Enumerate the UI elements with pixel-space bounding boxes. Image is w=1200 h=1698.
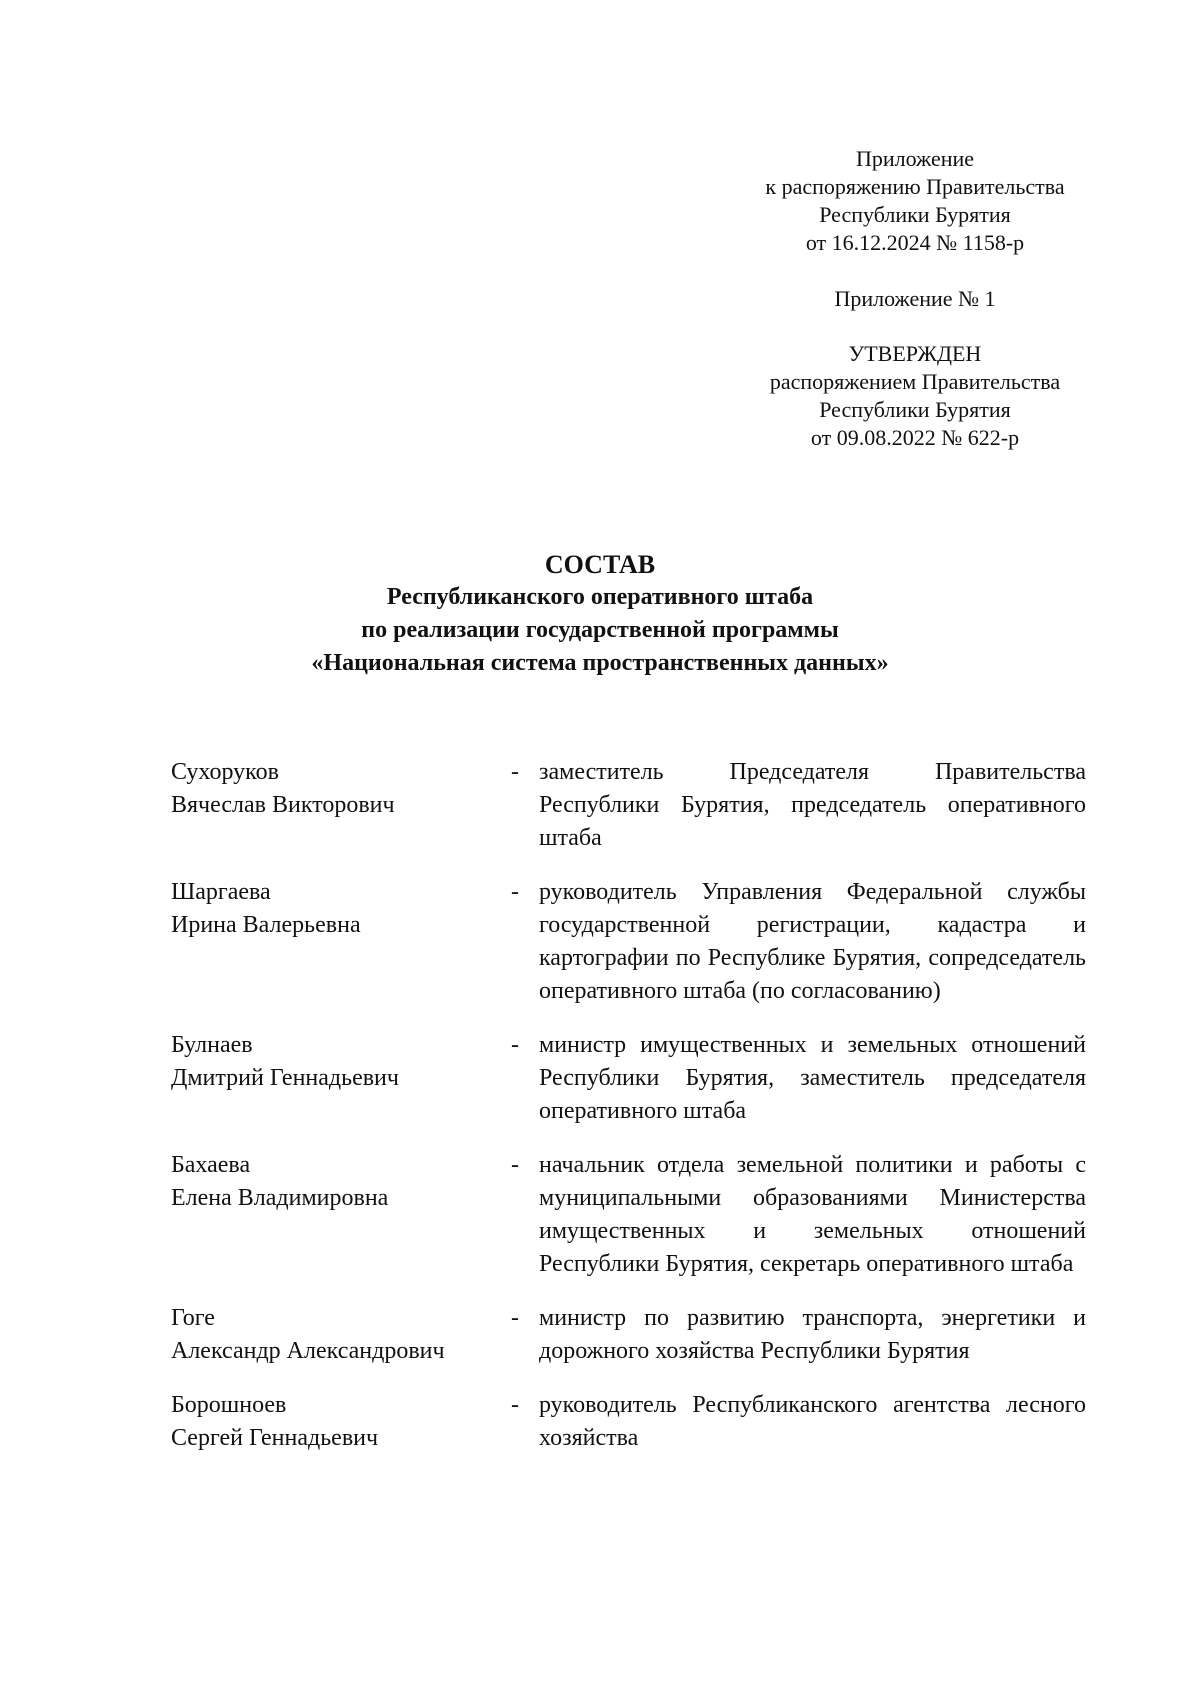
member-given-names: Ирина Валерьевна (171, 912, 361, 938)
appendix-line: Республики Бурятия (819, 202, 1011, 227)
title-line: «Национальная система пространственных данных» (311, 650, 889, 676)
member-name (171, 876, 511, 1008)
member-surname: Борошноев (171, 1392, 287, 1418)
member-given-names: Александр Александрович (171, 1338, 445, 1364)
member-role: заместитель Председателя Правительства Республики Бурятия, председатель оперативного штаба (539, 759, 1086, 851)
approved-header (730, 340, 1100, 452)
member-row (171, 1029, 1086, 1128)
member-dash: - (511, 1392, 519, 1418)
member-name (171, 1149, 511, 1281)
member-dash: - (511, 1305, 519, 1331)
appendix-header (730, 145, 1100, 257)
member-dash: - (511, 759, 519, 785)
document-title (150, 548, 1050, 680)
title-line: по реализации государственной программы (361, 617, 839, 643)
member-surname: Бахаева (171, 1152, 251, 1178)
title-line: Республиканского оперативного штаба (386, 584, 814, 610)
appendix-line: от 16.12.2024 № 1158-р (805, 230, 1025, 255)
member-given-names: Вячеслав Викторович (171, 792, 395, 818)
members-list (171, 756, 1086, 1476)
title-line: СОСТАВ (544, 550, 656, 579)
member-name (171, 756, 511, 855)
member-name (171, 1389, 511, 1455)
appendix-number-text: Приложение № 1 (834, 286, 996, 311)
member-row (171, 1389, 1086, 1455)
member-given-names: Дмитрий Геннадьевич (171, 1065, 399, 1091)
member-row (171, 1302, 1086, 1368)
member-role: начальник отдела земельной политики и работы с муниципальными образованиями Министерства имущественных и земельных отношений Республики Бурятия, секретарь оперативного штаба (539, 1152, 1086, 1277)
member-role: министр имущественных и земельных отношений Республики Бурятия, заместитель председателя оперативного штаба (539, 1032, 1086, 1124)
member-role: руководитель Управления Федеральной службы государственной регистрации, кадастра и картографии по Республике Бурятия, сопредседатель оперативного штаба (по согласованию) (539, 879, 1086, 1004)
member-dash: - (511, 1032, 519, 1058)
appendix-number (730, 285, 1100, 313)
member-row (171, 756, 1086, 855)
approved-line: Республики Бурятия (819, 397, 1011, 422)
appendix-line: к распоряжению Правительства (765, 174, 1065, 199)
member-given-names: Сергей Геннадьевич (171, 1425, 379, 1451)
member-name (171, 1302, 511, 1368)
member-role: руководитель Республиканского агентства лесного хозяйства (539, 1392, 1086, 1451)
member-row (171, 876, 1086, 1008)
member-row (171, 1149, 1086, 1281)
member-surname: Сухоруков (171, 759, 279, 785)
member-dash: - (511, 1152, 519, 1178)
approved-line: от 09.08.2022 № 622-р (810, 425, 1020, 450)
member-surname: Шаргаева (171, 879, 271, 905)
member-surname: Булнаев (171, 1032, 253, 1058)
member-role: министр по развитию транспорта, энергетики и дорожного хозяйства Республики Бурятия (539, 1305, 1086, 1364)
approved-line: УТВЕРЖДЕН (848, 341, 982, 366)
member-name (171, 1029, 511, 1128)
member-surname: Гоге (171, 1305, 215, 1331)
member-given-names: Елена Владимировна (171, 1185, 389, 1211)
member-dash: - (511, 879, 519, 905)
approved-line: распоряжением Правительства (769, 369, 1061, 394)
appendix-line: Приложение (855, 146, 975, 171)
